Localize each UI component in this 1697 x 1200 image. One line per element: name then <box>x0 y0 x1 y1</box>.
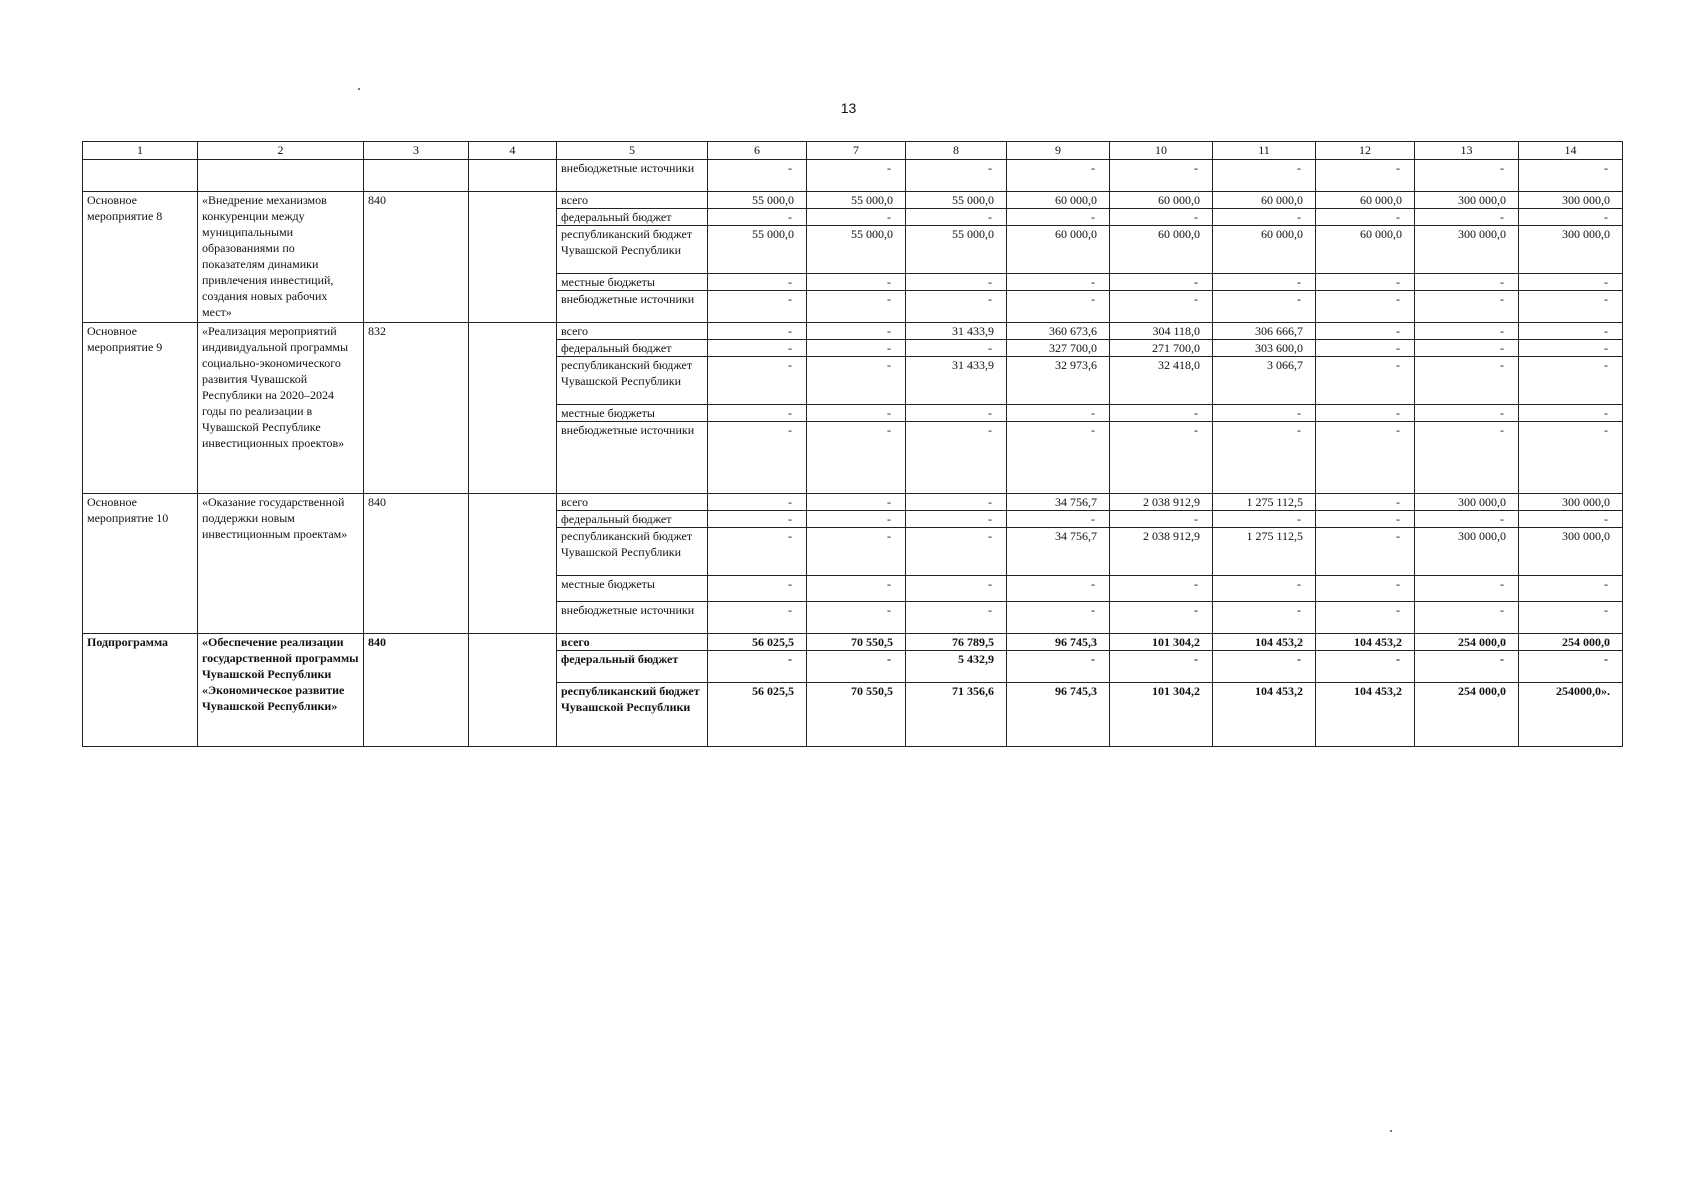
value-cell: 104 453,2 <box>1316 683 1415 747</box>
value-cell: - <box>1316 357 1415 405</box>
scan-speck <box>1390 1130 1392 1132</box>
value-cell: - <box>708 422 807 494</box>
funding-source: всего <box>557 494 708 511</box>
value-cell: 101 304,2 <box>1110 683 1213 747</box>
value-cell: - <box>1316 160 1415 192</box>
measure-code: 840 <box>364 494 469 634</box>
value-cell: 70 550,5 <box>807 634 906 651</box>
value-cell: 60 000,0 <box>1316 226 1415 274</box>
value-cell: 71 356,6 <box>906 683 1007 747</box>
funding-source: местные бюджеты <box>557 405 708 422</box>
value-cell: - <box>1007 405 1110 422</box>
value-cell: - <box>1213 602 1316 634</box>
value-cell: - <box>1110 602 1213 634</box>
value-cell: - <box>807 209 906 226</box>
value-cell: - <box>807 160 906 192</box>
value-cell: 104 453,2 <box>1213 683 1316 747</box>
value-cell: 60 000,0 <box>1213 226 1316 274</box>
value-cell: - <box>1007 602 1110 634</box>
value-cell: 3 066,7 <box>1213 357 1316 405</box>
value-cell: - <box>906 494 1007 511</box>
value-cell: - <box>1007 576 1110 602</box>
value-cell: - <box>1415 651 1519 683</box>
measure-kind: Основное мероприятие 9 <box>83 323 198 494</box>
value-cell: - <box>1415 576 1519 602</box>
value-cell: - <box>807 511 906 528</box>
funding-source: всего <box>557 323 708 340</box>
value-cell: - <box>1007 274 1110 291</box>
value-cell: - <box>1110 511 1213 528</box>
header-cell: 1 <box>83 142 198 160</box>
value-cell: 254000,0». <box>1519 683 1623 747</box>
header-cell: 13 <box>1415 142 1519 160</box>
funding-source: всего <box>557 192 708 209</box>
value-cell: - <box>807 357 906 405</box>
value-cell: - <box>1519 291 1623 323</box>
value-cell: - <box>1213 160 1316 192</box>
value-cell: 327 700,0 <box>1007 340 1110 357</box>
scan-speck <box>358 88 360 90</box>
value-cell: - <box>1213 422 1316 494</box>
funding-source: местные бюджеты <box>557 576 708 602</box>
value-cell: - <box>708 357 807 405</box>
value-cell: 55 000,0 <box>906 192 1007 209</box>
value-cell: 1 275 112,5 <box>1213 528 1316 576</box>
value-cell: 34 756,7 <box>1007 528 1110 576</box>
empty-cell <box>469 634 557 747</box>
measure-name: «Оказание государственной поддержки новым инвестиционным проектам» <box>198 494 364 634</box>
value-cell: - <box>1519 323 1623 340</box>
page-number: 13 <box>840 100 857 116</box>
value-cell: - <box>807 323 906 340</box>
funding-source: внебюджетные источники <box>557 160 708 192</box>
funding-source: всего <box>557 634 708 651</box>
value-cell: - <box>1415 405 1519 422</box>
value-cell: 76 789,5 <box>906 634 1007 651</box>
value-cell: - <box>1316 528 1415 576</box>
value-cell: - <box>1316 340 1415 357</box>
value-cell: - <box>906 528 1007 576</box>
value-cell: 96 745,3 <box>1007 634 1110 651</box>
value-cell: - <box>1415 422 1519 494</box>
measure-name: «Обеспечение реализации государственной программы Чувашской Республики «Экономическое развитие Чувашской Республики» <box>198 634 364 747</box>
value-cell: - <box>1519 357 1623 405</box>
value-cell: 31 433,9 <box>906 323 1007 340</box>
value-cell: 60 000,0 <box>1110 226 1213 274</box>
value-cell: 32 973,6 <box>1007 357 1110 405</box>
value-cell: 60 000,0 <box>1007 192 1110 209</box>
budget-table <box>82 141 1623 747</box>
header-cell: 8 <box>906 142 1007 160</box>
funding-source: местные бюджеты <box>557 274 708 291</box>
funding-source: республиканский бюджет Чувашской Республики <box>557 528 708 576</box>
value-cell: 300 000,0 <box>1519 494 1623 511</box>
value-cell: 300 000,0 <box>1519 528 1623 576</box>
value-cell: - <box>708 291 807 323</box>
value-cell: 31 433,9 <box>906 357 1007 405</box>
value-cell: - <box>708 340 807 357</box>
value-cell: - <box>906 160 1007 192</box>
measure-kind: Подпрограмма <box>83 634 198 747</box>
header-cell: 7 <box>807 142 906 160</box>
value-cell: 55 000,0 <box>906 226 1007 274</box>
value-cell: - <box>1007 291 1110 323</box>
value-cell: - <box>708 209 807 226</box>
value-cell: - <box>1007 422 1110 494</box>
value-cell: 34 756,7 <box>1007 494 1110 511</box>
value-cell: - <box>906 576 1007 602</box>
header-cell: 2 <box>198 142 364 160</box>
funding-source: федеральный бюджет <box>557 209 708 226</box>
value-cell: - <box>1415 323 1519 340</box>
value-cell: - <box>708 405 807 422</box>
value-cell: - <box>1415 357 1519 405</box>
value-cell: 101 304,2 <box>1110 634 1213 651</box>
funding-source: республиканский бюджет Чувашской Республики <box>557 683 708 747</box>
header-cell: 12 <box>1316 142 1415 160</box>
value-cell: - <box>708 602 807 634</box>
funding-source: внебюджетные источники <box>557 291 708 323</box>
empty-cell <box>469 192 557 323</box>
value-cell: 55 000,0 <box>807 226 906 274</box>
value-cell: - <box>1110 209 1213 226</box>
value-cell: 2 038 912,9 <box>1110 494 1213 511</box>
funding-source: внебюджетные источники <box>557 422 708 494</box>
value-cell: - <box>1110 422 1213 494</box>
value-cell: - <box>1213 291 1316 323</box>
value-cell: - <box>906 340 1007 357</box>
value-cell: - <box>1110 274 1213 291</box>
value-cell: - <box>1519 422 1623 494</box>
value-cell: - <box>807 528 906 576</box>
value-cell: 60 000,0 <box>1316 192 1415 209</box>
value-cell: 300 000,0 <box>1519 192 1623 209</box>
header-row <box>83 142 1623 160</box>
table-row <box>83 494 1623 511</box>
value-cell: - <box>1007 209 1110 226</box>
value-cell: - <box>708 494 807 511</box>
value-cell: - <box>1316 576 1415 602</box>
value-cell: 104 453,2 <box>1213 634 1316 651</box>
value-cell: 2 038 912,9 <box>1110 528 1213 576</box>
funding-source: федеральный бюджет <box>557 340 708 357</box>
measure-code: 840 <box>364 192 469 323</box>
header-cell: 11 <box>1213 142 1316 160</box>
header-cell: 9 <box>1007 142 1110 160</box>
value-cell: - <box>1316 511 1415 528</box>
value-cell: - <box>906 602 1007 634</box>
value-cell: - <box>1213 405 1316 422</box>
value-cell: 96 745,3 <box>1007 683 1110 747</box>
value-cell: - <box>906 422 1007 494</box>
value-cell: - <box>1213 576 1316 602</box>
value-cell: - <box>1316 494 1415 511</box>
value-cell: 70 550,5 <box>807 683 906 747</box>
value-cell: - <box>1519 651 1623 683</box>
value-cell: - <box>1415 340 1519 357</box>
header-cell: 4 <box>469 142 557 160</box>
value-cell: - <box>1519 576 1623 602</box>
measure-kind: Основное мероприятие 10 <box>83 494 198 634</box>
header-cell: 6 <box>708 142 807 160</box>
value-cell: - <box>1213 651 1316 683</box>
empty-cell <box>364 160 469 192</box>
value-cell: - <box>807 340 906 357</box>
empty-cell <box>198 160 364 192</box>
value-cell: - <box>807 651 906 683</box>
measure-code: 840 <box>364 634 469 747</box>
value-cell: - <box>1316 651 1415 683</box>
value-cell: - <box>1007 511 1110 528</box>
value-cell: - <box>1415 274 1519 291</box>
value-cell: - <box>1519 511 1623 528</box>
value-cell: - <box>708 323 807 340</box>
value-cell: - <box>708 528 807 576</box>
header-cell: 3 <box>364 142 469 160</box>
value-cell: 300 000,0 <box>1415 226 1519 274</box>
value-cell: - <box>906 405 1007 422</box>
value-cell: - <box>1415 511 1519 528</box>
value-cell: - <box>1213 511 1316 528</box>
value-cell: - <box>1110 291 1213 323</box>
value-cell: 55 000,0 <box>708 192 807 209</box>
value-cell: - <box>1316 602 1415 634</box>
value-cell: 254 000,0 <box>1519 634 1623 651</box>
value-cell: - <box>1316 209 1415 226</box>
value-cell: - <box>1213 274 1316 291</box>
value-cell: - <box>1415 602 1519 634</box>
value-cell: - <box>807 405 906 422</box>
header-cell: 5 <box>557 142 708 160</box>
value-cell: 304 118,0 <box>1110 323 1213 340</box>
value-cell: - <box>1519 340 1623 357</box>
value-cell: - <box>708 651 807 683</box>
value-cell: - <box>906 209 1007 226</box>
value-cell: - <box>708 576 807 602</box>
value-cell: - <box>807 422 906 494</box>
value-cell: 300 000,0 <box>1415 494 1519 511</box>
value-cell: 300 000,0 <box>1415 528 1519 576</box>
value-cell: 254 000,0 <box>1415 634 1519 651</box>
value-cell: 254 000,0 <box>1415 683 1519 747</box>
value-cell: 55 000,0 <box>807 192 906 209</box>
value-cell: 300 000,0 <box>1415 192 1519 209</box>
value-cell: - <box>1110 576 1213 602</box>
empty-cell <box>469 323 557 494</box>
value-cell: - <box>807 602 906 634</box>
header-cell: 10 <box>1110 142 1213 160</box>
table-row <box>83 192 1623 209</box>
funding-source: республиканский бюджет Чувашской Республики <box>557 357 708 405</box>
value-cell: - <box>906 274 1007 291</box>
value-cell: - <box>1213 209 1316 226</box>
value-cell: - <box>1007 160 1110 192</box>
measure-name: «Внедрение механизмов конкуренции между муниципальными образованиями по показателям динамики привлечения инвестиций, создания новых рабочих мест» <box>198 192 364 323</box>
header-cell: 14 <box>1519 142 1623 160</box>
value-cell: - <box>1415 209 1519 226</box>
value-cell: 60 000,0 <box>1110 192 1213 209</box>
empty-cell <box>83 160 198 192</box>
value-cell: - <box>807 291 906 323</box>
value-cell: - <box>1316 274 1415 291</box>
funding-source: федеральный бюджет <box>557 651 708 683</box>
value-cell: - <box>1110 405 1213 422</box>
value-cell: 60 000,0 <box>1007 226 1110 274</box>
value-cell: 300 000,0 <box>1519 226 1623 274</box>
value-cell: 303 600,0 <box>1213 340 1316 357</box>
funding-source: федеральный бюджет <box>557 511 708 528</box>
measure-kind: Основное мероприятие 8 <box>83 192 198 323</box>
value-cell: - <box>708 274 807 291</box>
value-cell: - <box>708 511 807 528</box>
value-cell: 56 025,5 <box>708 683 807 747</box>
value-cell: - <box>1519 160 1623 192</box>
value-cell: - <box>807 494 906 511</box>
value-cell: - <box>1519 405 1623 422</box>
value-cell: 55 000,0 <box>708 226 807 274</box>
value-cell: - <box>906 511 1007 528</box>
measure-code: 832 <box>364 323 469 494</box>
value-cell: - <box>1415 291 1519 323</box>
value-cell: 306 666,7 <box>1213 323 1316 340</box>
value-cell: - <box>1415 160 1519 192</box>
value-cell: - <box>807 274 906 291</box>
value-cell: - <box>1316 422 1415 494</box>
carry-row <box>83 160 1623 192</box>
funding-source: республиканский бюджет Чувашской Республики <box>557 226 708 274</box>
table-row <box>83 634 1623 651</box>
value-cell: 60 000,0 <box>1213 192 1316 209</box>
measure-name: «Реализация мероприятий индивидуальной программы социально-экономического развития Чувашской Республики на 2020–2024 годы по реализации в Чувашской Республике инвестиционных проектов» <box>198 323 364 494</box>
value-cell: - <box>906 291 1007 323</box>
funding-source: внебюджетные источники <box>557 602 708 634</box>
value-cell: 56 025,5 <box>708 634 807 651</box>
value-cell: 5 432,9 <box>906 651 1007 683</box>
value-cell: - <box>1519 274 1623 291</box>
value-cell: 271 700,0 <box>1110 340 1213 357</box>
value-cell: - <box>1519 209 1623 226</box>
value-cell: - <box>1316 323 1415 340</box>
value-cell: 32 418,0 <box>1110 357 1213 405</box>
value-cell: - <box>1519 602 1623 634</box>
value-cell: 1 275 112,5 <box>1213 494 1316 511</box>
value-cell: - <box>1316 291 1415 323</box>
value-cell: - <box>1316 405 1415 422</box>
value-cell: 360 673,6 <box>1007 323 1110 340</box>
value-cell: - <box>807 576 906 602</box>
empty-cell <box>469 494 557 634</box>
value-cell: - <box>1110 651 1213 683</box>
value-cell: - <box>1007 651 1110 683</box>
value-cell: 104 453,2 <box>1316 634 1415 651</box>
table-row <box>83 323 1623 340</box>
empty-cell <box>469 160 557 192</box>
value-cell: - <box>708 160 807 192</box>
value-cell: - <box>1110 160 1213 192</box>
